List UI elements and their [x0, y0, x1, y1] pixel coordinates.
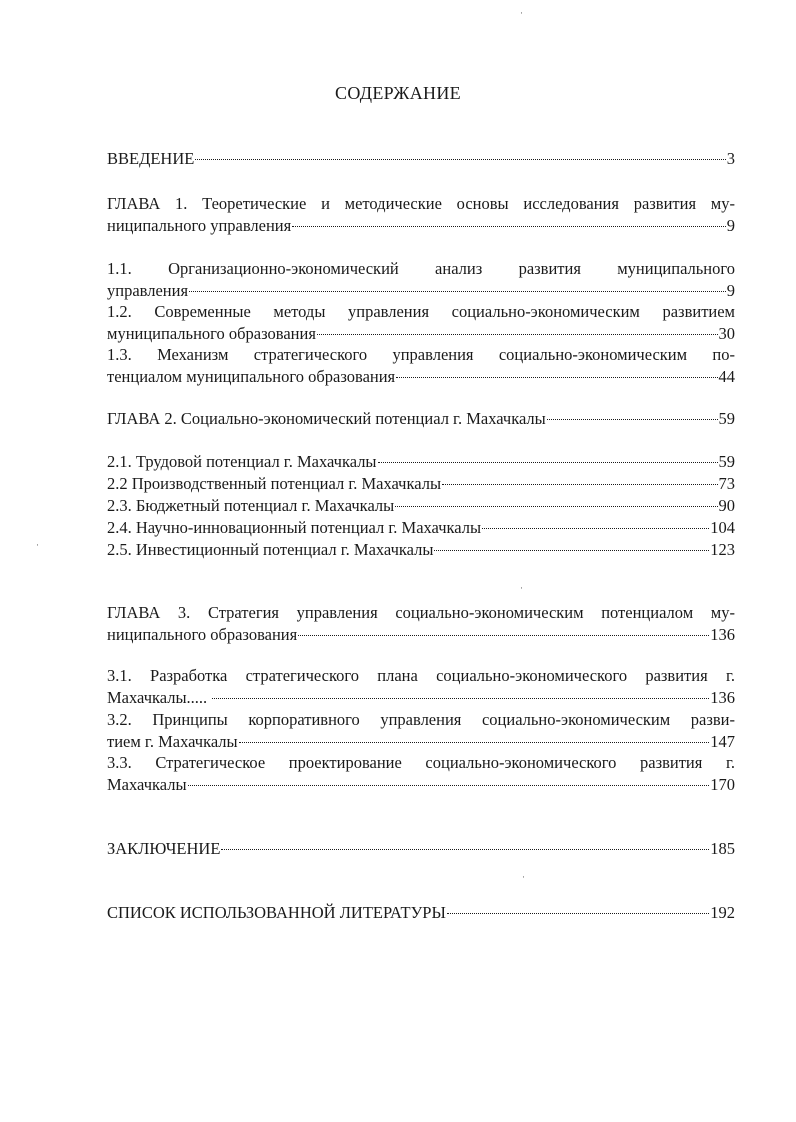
toc-entry-label: ГЛАВА 2. Социально-экономический потенциал г. Махачкалы [107, 409, 546, 428]
dot-leader [547, 419, 718, 420]
toc-page-number: 147 [710, 732, 735, 751]
toc-entry-row [107, 539, 735, 561]
toc-entry-row [107, 731, 735, 753]
toc-entry-label-line2: управления [107, 281, 189, 300]
toc-page-number: 170 [710, 775, 735, 794]
toc-entry-label-line1: 1.1. Организационно-экономический анализ развития муниципального [107, 259, 735, 278]
dot-leader [447, 913, 709, 914]
toc-entry-chapter-1[interactable] [107, 193, 735, 237]
dot-leader [195, 159, 725, 160]
toc-entry-label-line1: 3.2. Принципы корпоративного управления социально-экономическим разви- [107, 710, 735, 729]
toc-entry-introduction[interactable] [107, 148, 735, 170]
dot-leader [239, 742, 710, 743]
toc-entry-row [107, 517, 735, 539]
dot-leader [378, 462, 718, 463]
toc-entry-label: 2.2 Производственный потенциал г. Махачкалы [107, 474, 442, 493]
toc-entry-row [107, 902, 735, 924]
toc-entry-label: СПИСОК ИСПОЛЬЗОВАННОЙ ЛИТЕРАТУРЫ [107, 903, 446, 922]
toc-entry-section-2-4[interactable] [107, 517, 735, 539]
toc-entry-conclusion[interactable] [107, 838, 735, 860]
dot-leader [395, 506, 717, 507]
toc-entry-label-line1: 1.3. Механизм стратегического управления социально-экономическим по- [107, 345, 735, 364]
toc-entry-row [107, 408, 735, 430]
toc-entry-label-line2: Махачкалы [107, 775, 187, 794]
toc-entry-section-2-5[interactable] [107, 539, 735, 561]
toc-entry-row [107, 473, 735, 495]
scan-speck: · [520, 8, 523, 18]
toc-entry-label: 2.1. Трудовой потенциал г. Махачкалы [107, 452, 377, 471]
toc-entry-section-3-3[interactable] [107, 752, 735, 796]
dot-leader [221, 849, 709, 850]
toc-entry-label: 2.4. Научно-инновационный потенциал г. Махачкалы [107, 518, 482, 537]
toc-entry-section-2-2[interactable] [107, 473, 735, 495]
toc-entry-row [107, 280, 735, 302]
toc-page-number: 136 [710, 688, 735, 707]
dot-leader [188, 785, 710, 786]
toc-entry-references[interactable] [107, 902, 735, 924]
toc-entry-section-1-1[interactable] [107, 258, 735, 302]
toc-page-number: 9 [726, 216, 735, 235]
toc-entry-label: 2.3. Бюджетный потенциал г. Махачкалы [107, 496, 395, 515]
toc-page-number: 90 [718, 496, 735, 515]
scan-speck: · [36, 540, 39, 550]
toc-entry-label-line2: тенциалом муниципального образования [107, 367, 396, 386]
toc-entry-section-2-3[interactable] [107, 495, 735, 517]
toc-page-number: 185 [710, 839, 735, 858]
toc-entry-row [107, 687, 735, 709]
toc-entry-label-line2: тием г. Махачкалы [107, 732, 238, 751]
dot-leader [396, 377, 717, 378]
scan-speck: · [522, 872, 525, 882]
toc-entry-row [107, 624, 735, 646]
toc-entry-section-3-2[interactable] [107, 709, 735, 753]
dot-leader [212, 698, 709, 699]
toc-page-number: 73 [718, 474, 735, 493]
toc-entry-row [107, 774, 735, 796]
toc-page-number: 3 [726, 149, 735, 168]
toc-entry-section-3-1[interactable] [107, 665, 735, 709]
dot-leader [442, 484, 717, 485]
toc-page-number: 44 [718, 367, 735, 386]
toc-entry-section-1-2[interactable] [107, 301, 735, 345]
toc-page-number: 9 [726, 281, 735, 300]
toc-page-number: 123 [710, 540, 735, 559]
toc-entry-row [107, 366, 735, 388]
toc-entry-label-line1: 3.3. Стратегическое проектирование социально-экономического развития г. [107, 753, 735, 772]
toc-entry-section-2-1[interactable] [107, 451, 735, 473]
toc-page-number: 30 [718, 324, 735, 343]
toc-entry-label-line1: 1.2. Современные методы управления социально-экономическим развитием [107, 302, 735, 321]
toc-entry-chapter-3[interactable] [107, 602, 735, 646]
toc-entry-label: 2.5. Инвестиционный потенциал г. Махачкалы [107, 540, 434, 559]
dot-leader [298, 635, 709, 636]
toc-page-number: 59 [718, 409, 735, 428]
toc-entry-label-line2: Махачкалы..... [107, 688, 212, 707]
scan-speck: · [520, 583, 523, 593]
page-title: СОДЕРЖАНИЕ [335, 83, 461, 103]
dot-leader [317, 334, 718, 335]
toc-entry-label-line1: 3.1. Разработка стратегического плана социально-экономического развития г. [107, 666, 735, 685]
toc-entry-label: ВВЕДЕНИЕ [107, 149, 195, 168]
toc-entry-chapter-2[interactable] [107, 408, 735, 430]
toc-entry-row [107, 323, 735, 345]
toc-entry-label-line2: муниципального образования [107, 324, 316, 343]
toc-entry-label: ЗАКЛЮЧЕНИЕ [107, 839, 221, 858]
dot-leader [482, 528, 709, 529]
toc-entry-row [107, 451, 735, 473]
toc-page-number: 104 [710, 518, 735, 537]
toc-entry-section-1-3[interactable] [107, 344, 735, 388]
toc-page-number: 59 [718, 452, 735, 471]
toc-entry-row [107, 148, 735, 170]
toc-page-number: 136 [710, 625, 735, 644]
toc-entry-row [107, 215, 735, 237]
toc-entry-label-line1: ГЛАВА 1. Теоретические и методические основы исследования развития му- [107, 194, 735, 213]
toc-page-number: 192 [710, 903, 735, 922]
toc-entry-label-line1: ГЛАВА 3. Стратегия управления социально-экономическим потенциалом му- [107, 603, 735, 622]
toc-entry-label-line2: ниципального образования [107, 625, 298, 644]
dot-leader [189, 291, 726, 292]
dot-leader [292, 226, 726, 227]
dot-leader [434, 550, 709, 551]
toc-entry-label-line2: ниципального управления [107, 216, 292, 235]
toc-entry-row [107, 838, 735, 860]
toc-entry-row [107, 495, 735, 517]
